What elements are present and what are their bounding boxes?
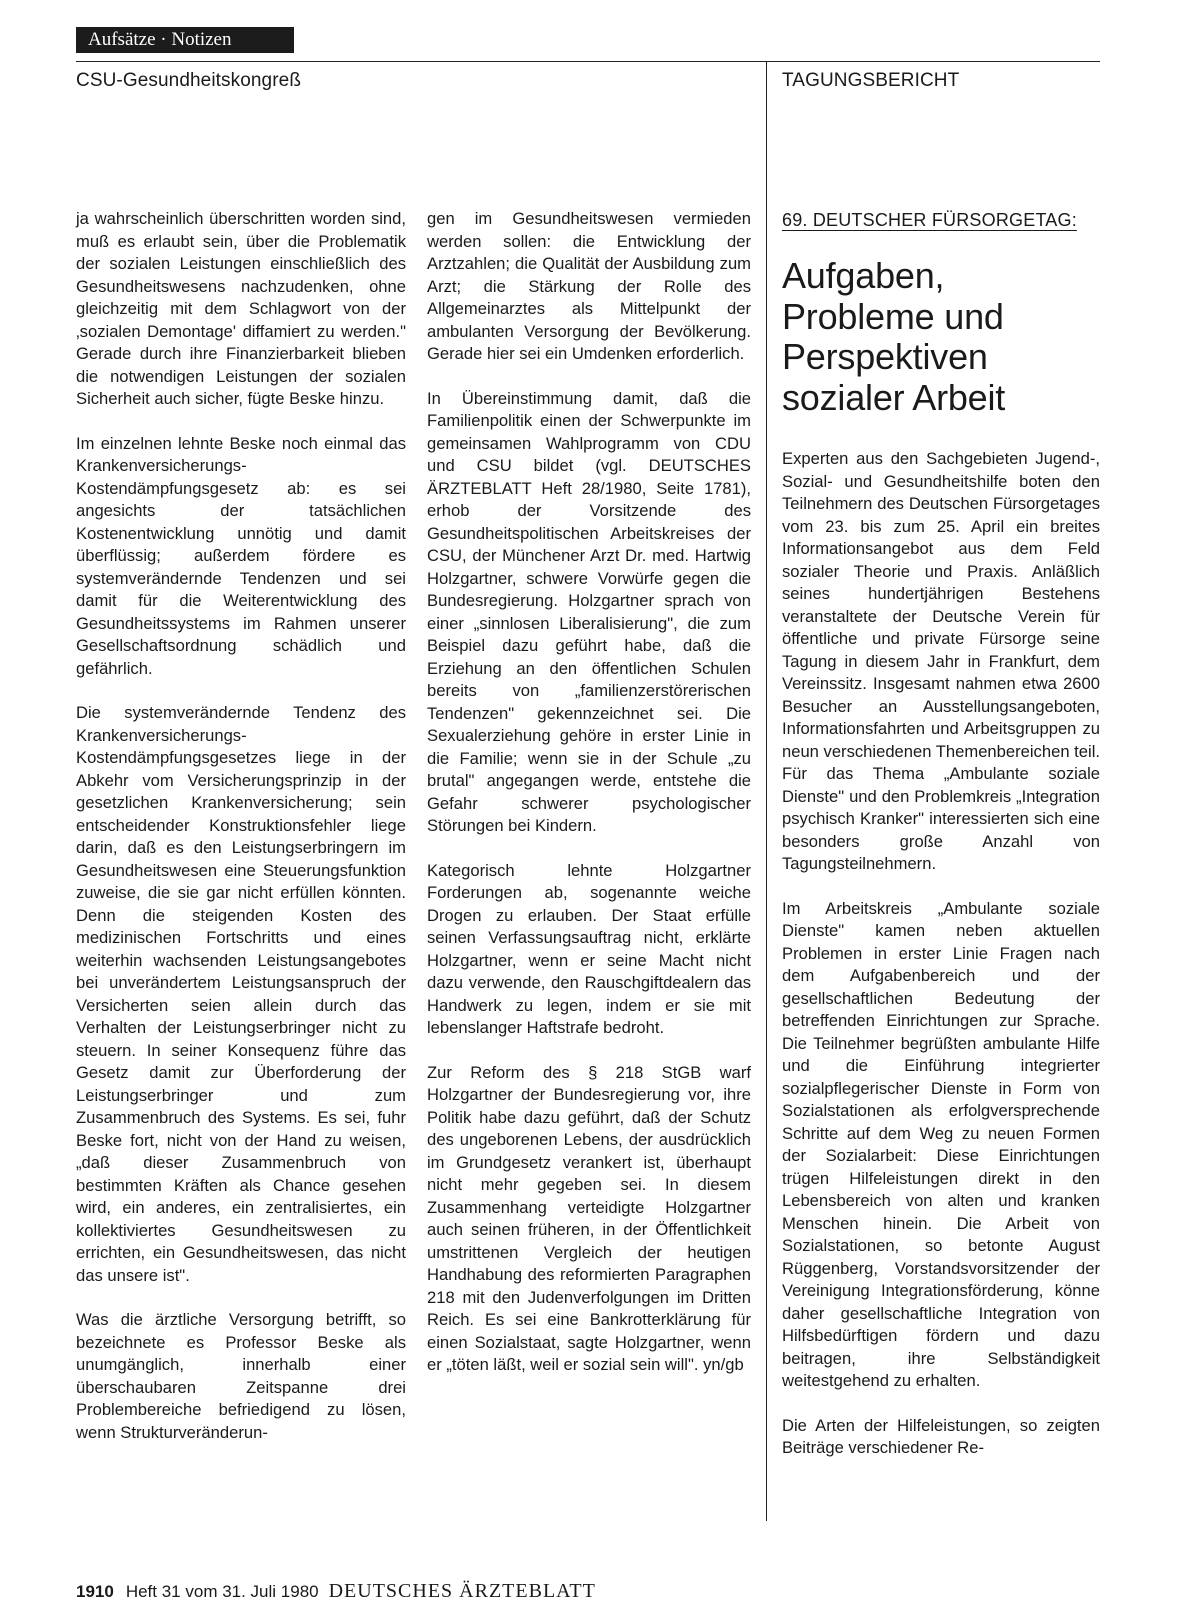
- col1-paragraph-4: Was die ärztliche Versorgung betrifft, so bezeichnete es Professor Beske als unumgänglich, innerhalb einer überschaubaren Zeitspanne drei Problembereiche befriedigend zu lösen, wenn Strukturveränderun-: [76, 1310, 406, 1442]
- column-2: [427, 208, 751, 1399]
- header-rule-left: [76, 61, 766, 62]
- col3-paragraph-3: Die Arten der Hilfeleistungen, so zeigten Beiträge verschiedener Re-: [782, 1415, 1100, 1457]
- col3-paragraph-2: Im Arbeitskreis „Ambulante soziale Dienste" kamen neben aktuellen Problemen in erster Linie Fragen nach dem Aufgabenbereich und der gesellschaftlichen Bedeutung der betreffenden Einrichtungen zur Sprache. Die Teilnehmer begrüßten ambulante Hilfe und die Einführung integrierter sozialpflegerischer Dienste in Form von Sozialstationen als erfolgversprechende Schritte auf dem Weg zu neuen Formen der Sozialarbeit: Diese Einrichtungen trügen Hilfeleistungen direkt in den Lebensbereich von alten und kranken Menschen hinein. Die Arbeit von Sozialstationen, so betonte August Rüggenberg, Vorstandsvorsitzender der Vereinigung Integrationsförderung, könne daher gesellschaftliche Integration von Hilfsbedürftigen fördern und dazu beitragen, ihre Selbständigkeit weitestgehend zu erhalten.: [782, 898, 1100, 1390]
- col2-paragraph-4: Zur Reform des § 218 StGB warf Holzgartner der Bundesregierung vor, ihre Politik habe dazu geführt, daß der Schutz des ungeborenen Lebens, der ausdrücklich im Grundgesetz verankert ist, überhaupt nicht mehr gegeben sei. In diesem Zusammenhang verteidigte Holzgartner auch seinen früheren, in der Öffentlichkeit umstrittenen Vergleich der heutigen Handhabung des reformierten Paragraphen 218 mit den Judenverfolgungen im Dritten Reich. Es sei eine Bankrotterklärung für einen Sozialstaat, sagte Holzgartner, wenn er „töten läßt, weil er sozial sein will". yn/gb: [427, 1062, 751, 1374]
- page-footer: [76, 1580, 596, 1603]
- col2-paragraph-3: Kategorisch lehnte Holzgartner Forderungen ab, sogenannte weiche Drogen zu erlauben. Der Staat erfülle seinen Verfassungsauftrag nicht, erklärte Holzgartner, wenn er seine Macht nicht dazu verwende, den Rauschgiftdealern das Handwerk zu legen, indem er sie mit lebenslanger Haftstrafe bedroht.: [427, 860, 751, 1037]
- col2-paragraph-2: In Übereinstimmung damit, daß die Familienpolitik einen der Schwerpunkte im gemeinsamen Wahlprogramm von CDU und CSU bildet (vgl. DEUTSCHES ÄRZTEBLATT Heft 28/1980, Seite 1781), erhob der Vorsitzende des Gesundheitspolitischen Arbeitskreises der CSU, der Münchener Arzt Dr. med. Hartwig Holzgartner, schwere Vorwürfe gegen die Bundesregierung. Holzgartner sprach von einer „sinnlosen Liberalisierung", die zum Beispiel dazu geführt habe, daß die Erziehung an den öffentlichen Schulen bereits von „familienzerstörerischen Tendenzen" gekennzeichnet sei. Die Sexualerziehung gehöre in erster Linie in die Familie; wenn sie in der Schule „zu brutal" angegangen werde, entstehe die Gefahr schwerer psychologischer Störungen bei Kindern.: [427, 388, 751, 835]
- running-head-left: CSU-Gesundheitskongreß: [76, 70, 302, 91]
- col1-paragraph-2: Im einzelnen lehnte Beske noch einmal das Krankenversicherungs-Kostendämpfungsgesetz ab: es sei angesichts der tatsächlichen Kostenentwicklung unnötig und damit überflüssig; außerdem fördere es systemverändernde Tendenzen und sei damit für die Weiterentwicklung des Gesundheitssystems im Rahmen unserer Gesellschaftsordnung schädlich und gefährlich.: [76, 433, 406, 678]
- col2-paragraph-1: gen im Gesundheitswesen vermieden werden sollen: die Entwicklung der Arztzahlen; die Qualität der Ausbildung zum Arzt; die Stärkung der Rolle des Allgemeinarztes als Mittelpunkt der ambulanten Versorgung der Bevölkerung. Gerade hier sei ein Umdenken erforderlich.: [427, 209, 751, 363]
- col3-paragraph-1: Experten aus den Sachgebieten Jugend-, Sozial- und Gesundheitshilfe boten den Teilnehmern des Deutschen Fürsorgetages vom 23. bis zum 25. April ein breites Informationsangebot aus dem Feld sozialer Theorie und Praxis. Anläßlich seines hundertjährigen Bestehens veranstaltete der Deutsche Verein für öffentliche und private Fürsorge seine Tagung in diesem Jahr in Frankfurt, dem Vereinssitz. Insgesamt nahmen etwa 2600 Besucher an Ausstellungsangeboten, Informationsfahrten und Arbeitsgruppen zu neun verschiedenen Themenbereichen teil. Für das Thema „Ambulante soziale Dienste" und den Problemkreis „Integration psychisch Kranker" interessierten sich eine besonders große Anzahl von Tagungsteilnehmern.: [782, 449, 1100, 873]
- article-kicker: 69. DEUTSCHER FÜRSORGETAG:: [782, 210, 1077, 230]
- article-headline: Aufgaben, Probleme und Perspektiven sozialer Arbeit: [782, 255, 1006, 418]
- column-3: [782, 448, 1100, 1482]
- section-tag: Aufsätze · Notizen: [76, 27, 294, 53]
- column-divider: [766, 61, 767, 1521]
- page-number: 1910: [76, 1582, 114, 1601]
- column-1: [76, 208, 406, 1466]
- issue-info: Heft 31 vom 31. Juli 1980: [125, 1582, 319, 1601]
- running-head-right: TAGUNGSBERICHT: [782, 70, 960, 91]
- col1-paragraph-3: Die systemverändernde Tendenz des Krankenversicherungs-Kostendämpfungsgesetzes liege in der Abkehr vom Versicherungsprinzip in der gesetzlichen Krankenversicherung; sein entscheidender Konstruktionsfehler liege darin, daß es den Leistungserbringern im Gesundheitswesen eine Steuerungsfunktion zuweise, die sie gar nicht erfüllen könnten. Denn die steigenden Kosten des medizinischen Fortschritts und eines weiterhin wachsenden Leistungsangebotes bei unverändertem Leistungsanspruch der Versicherten seien allein durch das Verhalten der Leistungserbringer nicht zu steuern. In seiner Konsequenz führe das Gesetz damit zur Überforderung der Leistungserbringer und zum Zusammenbruch des Systems. Es sei, fuhr Beske fort, nicht von der Hand zu weisen, „daß dieser Zusammenbruch von bestimmten Kräften als Chance gesehen wird, ein anderes, ein zentralisiertes, ein kollektiviertes Gesundheitswesen zu errichten, ein Gesundheitswesen, das nicht das unsere ist".: [76, 703, 406, 1285]
- col1-paragraph-1: ja wahrscheinlich überschritten worden sind, muß es erlaubt sein, über die Problematik der sozialen Leistungen einschließlich des Gesundheitswesens nachzudenken, ohne gleichzeitig mit dem Schlagwort von der ‚sozialen Demontage' diffamiert zu werden." Gerade durch ihre Finanzierbarkeit blieben die notwendigen Leistungen der sozialen Sicherheit auch sicher, fügte Beske hinzu.: [76, 209, 406, 408]
- header-rule-right: [766, 61, 1100, 62]
- journal-name: DEUTSCHES ÄRZTEBLATT: [328, 1580, 596, 1602]
